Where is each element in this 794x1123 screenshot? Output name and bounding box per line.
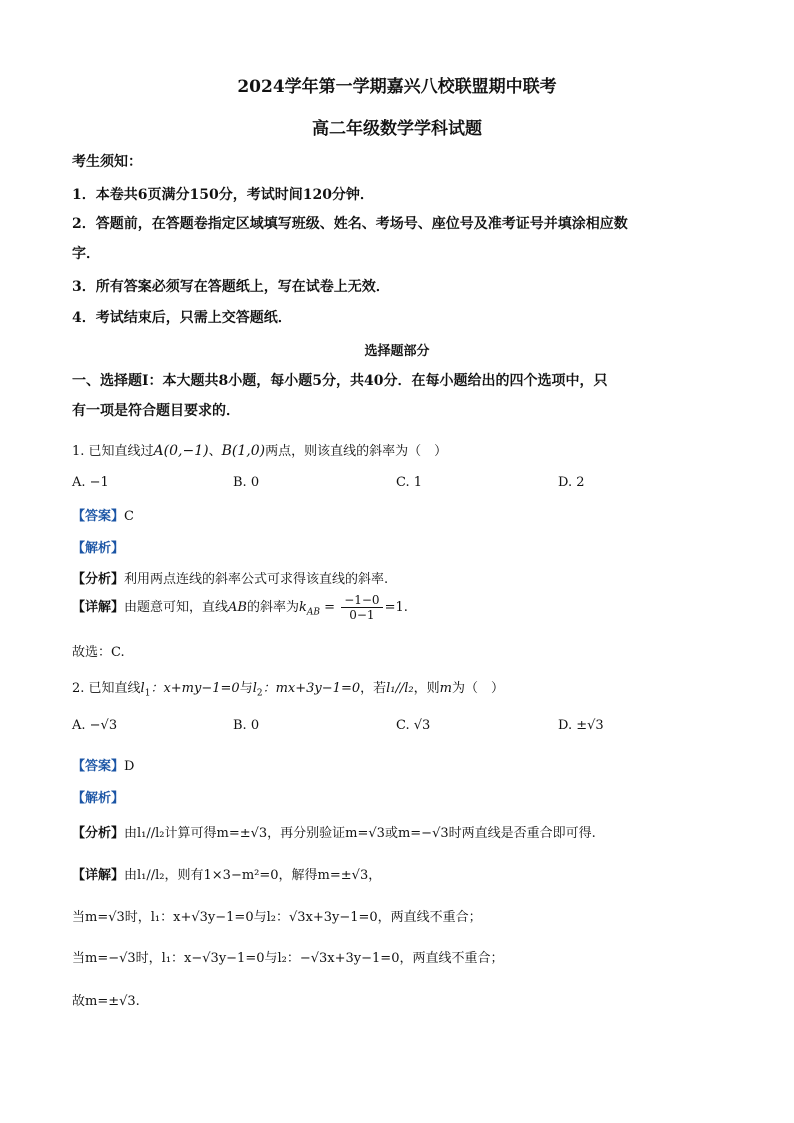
q1-detail: 【详解】由题意可知，直线AB的斜率为$k_{AB}$ = $\frac{-1-0}{0-1}$ =1. <box>72 593 408 622</box>
q2-l2-sub: 2 <box>256 688 263 699</box>
q2-detail <box>72 864 381 883</box>
q2-l1: l <box>140 681 145 696</box>
exam-subtitle: 高二年级数学学科试题 <box>312 119 482 139</box>
q2-parallel: l₁//l₂ <box>386 681 414 696</box>
q2-eq1: ：x+my−1=0 <box>150 681 240 696</box>
q2-stem-a: 2. 已知直线 <box>72 681 141 696</box>
q1-fenxi-text: 利用两点连线的斜率公式可求得该直线的斜率. <box>124 572 389 587</box>
q2-option-b: B. 0 <box>233 718 260 733</box>
q2-fenxi <box>72 822 596 841</box>
q1-option-b: B. 0 <box>233 475 260 490</box>
q2-cond: ，若 <box>360 681 387 696</box>
q1-answer <box>72 505 134 524</box>
q1-detail-tag: 【详解】 <box>72 600 125 615</box>
notice-item-3: 3．所有答案必须写在答题纸上，写在试卷上无效． <box>72 279 390 295</box>
q2-l2: l <box>252 681 257 696</box>
section-title: 选择题部分 <box>364 344 430 359</box>
q1-detail-a: 由题意可知，直线 <box>124 600 229 615</box>
q2-detail-tag: 【详解】 <box>72 868 125 883</box>
q2-case-2: 当m=−√3时，l₁：x−√3y−1=0与l₂：−√3x+3y−1=0，两直线不重合； <box>72 951 504 966</box>
q2-l1-sub: 1 <box>144 688 151 699</box>
q2-answer-tag: 【答案】 <box>72 759 125 774</box>
q1-choose: 故选：C. <box>72 645 125 660</box>
q2-stem <box>72 677 504 699</box>
q1-point-a: A(0,−1) <box>153 443 209 459</box>
q2-case-1: 当m=√3时，l₁：x+√3y−1=0与l₂：√3x+3y−1=0，两直线不重合； <box>72 910 482 925</box>
notice-item-2: 2．答题前，在答题卷指定区域填写班级、姓名、考场号、座位号及准考证号并填涂相应数 <box>72 216 628 232</box>
q1-frac-num: −1−0 <box>341 593 382 608</box>
q1-fenxi <box>72 568 388 587</box>
q1-stem <box>72 440 447 459</box>
q1-fraction <box>341 593 382 622</box>
notice-item-1: 1．本卷共6页满分150分，考试时间120分钟． <box>72 187 374 203</box>
q2-m: m <box>439 681 452 696</box>
q2-option-c: C. √3 <box>396 718 431 733</box>
notice-heading: 考生须知： <box>72 154 142 170</box>
q2-with: 与 <box>239 681 253 696</box>
q2-option-d: D. ±√3 <box>558 718 604 733</box>
q2-fenxi-tag: 【分析】 <box>72 826 125 841</box>
notice-item-2-cont: 字． <box>72 246 100 262</box>
q2-option-a: A. −√3 <box>72 718 118 733</box>
q2-analysis-tag: 【解析】 <box>72 791 125 806</box>
q1-stem-b: 两点，则该直线的斜率为（ ） <box>265 444 448 459</box>
q1-option-a: A. −1 <box>72 475 109 490</box>
q2-stem-b: ，则 <box>413 681 440 696</box>
q1-answer-value: C <box>124 509 134 524</box>
q1-stem-a: 1. 已知直线过 <box>72 444 154 459</box>
q1-detail-ab: AB <box>228 600 247 615</box>
q2-detail-text: 由l₁//l₂，则有1×3−m²=0，解得m=±√3， <box>124 868 382 883</box>
notice-item-4: 4．考试结束后，只需上交答题纸． <box>72 310 292 326</box>
q1-detail-b: 的斜率为 <box>246 600 299 615</box>
q1-frac-den: 0−1 <box>349 608 375 622</box>
q2-answer-value: D <box>124 759 135 774</box>
q2-conclusion: 故m=±√3. <box>72 994 140 1009</box>
q2-answer <box>72 755 134 774</box>
exam-title: 2024学年第一学期嘉兴八校联盟期中联考 <box>237 77 557 97</box>
q2-stem-c: 为（ ） <box>451 681 504 696</box>
q1-frac-result: =1. <box>384 600 408 615</box>
q1-option-c: C. 1 <box>396 475 423 490</box>
q1-k-sub: AB <box>306 607 321 618</box>
q1-point-b: B(1,0) <box>221 443 266 459</box>
q2-fenxi-text: 由l₁//l₂计算可得m=±√3，再分别验证m=√3或m=−√3时两直线是否重合即可得. <box>124 826 596 841</box>
q1-option-d: D. 2 <box>558 475 585 490</box>
section-desc-2: 有一项是符合题目要求的． <box>72 403 240 419</box>
q1-sep: 、 <box>208 444 222 459</box>
q1-fenxi-tag: 【分析】 <box>72 572 125 587</box>
section-desc-1: 一、选择题Ⅰ：本大题共8小题，每小题5分，共40分．在每小题给出的四个选项中，只 <box>72 373 608 389</box>
q2-eq2: ：mx+3y−1=0 <box>262 681 361 696</box>
q1-analysis-tag: 【解析】 <box>72 541 125 556</box>
q1-k-label: k <box>299 600 307 615</box>
q1-answer-tag: 【答案】 <box>72 509 125 524</box>
